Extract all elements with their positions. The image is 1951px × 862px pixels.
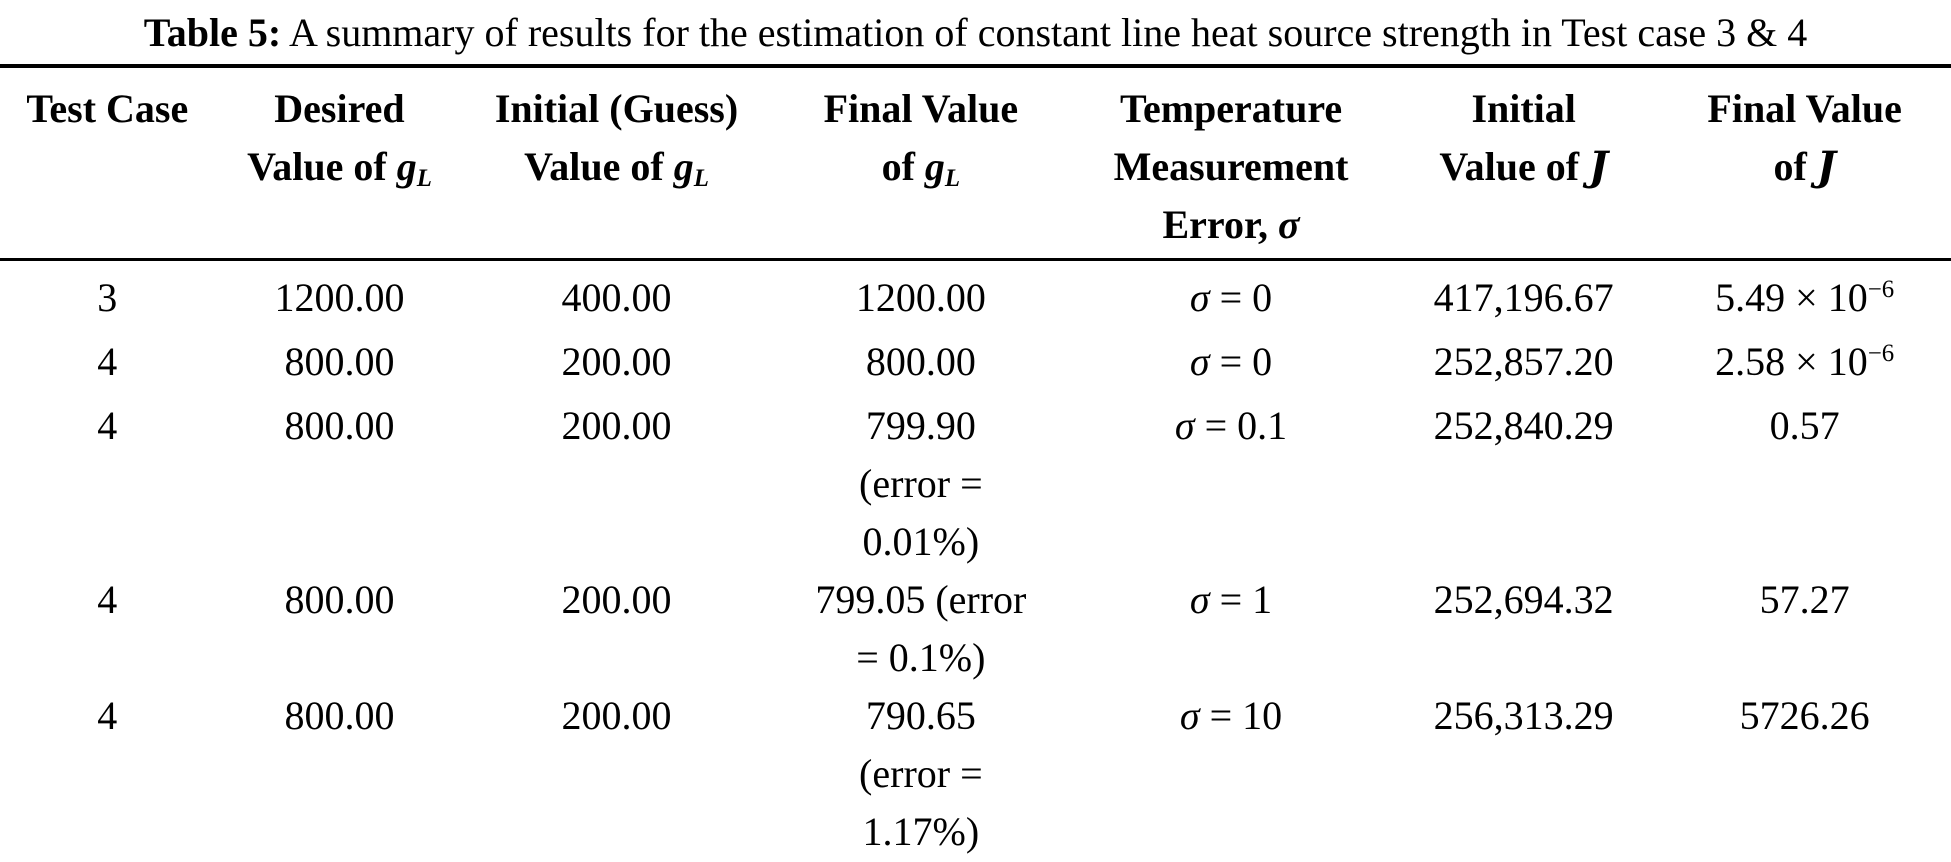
cell-initial-guess: 200.00	[561, 403, 672, 448]
header-row	[0, 66, 1951, 260]
sigma-symbol: σ	[1174, 403, 1195, 448]
final-value-line: 1.17%)	[862, 809, 980, 854]
cell-final-j	[1658, 260, 1951, 334]
final-j-value: 2.58 × 10	[1715, 339, 1868, 384]
header-line	[464, 138, 768, 202]
cell-initial-guess: 200.00	[561, 577, 672, 622]
header-line: Initial (Guess)	[494, 86, 739, 131]
cell-sigma	[1073, 687, 1389, 862]
sigma-symbol: σ	[1189, 339, 1210, 384]
cell-final-value	[769, 571, 1073, 687]
header-text: Value of	[247, 144, 397, 189]
final-value-line: = 0.1%)	[856, 635, 986, 680]
cell-initial-guess: 200.00	[561, 339, 672, 384]
cell-initial-guess: 400.00	[561, 275, 672, 320]
final-value-line: 799.90	[865, 403, 976, 448]
table-row	[0, 260, 1951, 334]
cell-sigma	[1073, 397, 1389, 571]
final-value-line: 800.00	[865, 339, 976, 384]
header-line	[1073, 196, 1389, 254]
cell-test-case: 4	[97, 693, 118, 738]
col-header-desired-value	[215, 66, 465, 260]
g-subscript: L	[416, 165, 432, 193]
header-line: Desired	[274, 86, 405, 131]
g-symbol: g	[673, 144, 694, 189]
sigma-symbol: σ	[1278, 202, 1300, 247]
table-row	[0, 397, 1951, 571]
table-caption-label: Table 5:	[143, 10, 282, 55]
sigma-value: = 10	[1209, 693, 1283, 738]
sigma-symbol: σ	[1179, 693, 1200, 738]
cell-test-case: 4	[97, 403, 118, 448]
final-value-line: 790.65	[865, 693, 976, 738]
header-line	[769, 138, 1073, 202]
table-row	[0, 687, 1951, 862]
col-header-final-value-j	[1658, 66, 1951, 260]
cell-desired-value: 800.00	[284, 577, 395, 622]
final-j-value: 5.49 × 10	[1715, 275, 1868, 320]
final-j-value: 0.57	[1769, 403, 1840, 448]
table-caption-text: A summary of results for the estimation of constant line heat source strength in Test case 3 & 4	[281, 10, 1808, 55]
col-header-temperature-error	[1073, 66, 1389, 260]
final-j-exponent: −6	[1867, 276, 1895, 304]
results-table	[0, 64, 1951, 862]
final-j-exponent: −6	[1867, 340, 1895, 368]
cell-final-j	[1658, 397, 1951, 571]
cell-final-value	[769, 260, 1073, 334]
cell-final-value	[769, 333, 1073, 397]
cell-sigma	[1073, 333, 1389, 397]
table-row	[0, 571, 1951, 687]
cell-sigma	[1073, 260, 1389, 334]
col-header-initial-guess-value	[464, 66, 768, 260]
header-line: Initial	[1471, 86, 1576, 131]
cell-final-j	[1658, 687, 1951, 862]
cell-initial-j: 252,840.29	[1433, 403, 1614, 448]
cell-desired-value: 1200.00	[274, 275, 405, 320]
sigma-value: = 1	[1219, 577, 1273, 622]
cell-desired-value: 800.00	[284, 403, 395, 448]
cell-initial-j: 252,857.20	[1433, 339, 1614, 384]
sigma-value: = 0	[1219, 339, 1273, 384]
header-text: of	[881, 144, 925, 189]
cell-final-j	[1658, 333, 1951, 397]
cell-test-case: 4	[97, 577, 118, 622]
final-value-line: (error =	[859, 461, 983, 506]
cell-sigma	[1073, 571, 1389, 687]
final-j-value: 5726.26	[1739, 693, 1870, 738]
g-subscript: L	[693, 165, 709, 193]
final-value-line: 0.01%)	[862, 519, 980, 564]
header-line	[1658, 138, 1951, 196]
final-value-line: (error =	[859, 751, 983, 796]
sigma-value: = 0.1	[1204, 403, 1288, 448]
header-text: Value of	[524, 144, 674, 189]
sigma-symbol: σ	[1189, 275, 1210, 320]
table-row	[0, 333, 1951, 397]
g-symbol: g	[396, 144, 417, 189]
script-j-symbol: J	[1816, 143, 1836, 190]
script-j-symbol: J	[1589, 143, 1608, 190]
cell-initial-guess: 200.00	[561, 693, 672, 738]
header-line: Test Case	[26, 86, 189, 131]
cell-desired-value: 800.00	[284, 693, 395, 738]
cell-test-case: 3	[97, 275, 118, 320]
header-line	[1389, 138, 1658, 196]
header-text: of	[1773, 144, 1817, 189]
cell-final-value	[769, 397, 1073, 571]
cell-initial-j: 417,196.67	[1433, 275, 1614, 320]
header-line	[215, 138, 465, 202]
header-line: Final Value	[1707, 86, 1902, 131]
sigma-symbol: σ	[1189, 577, 1210, 622]
g-subscript: L	[944, 165, 961, 193]
col-header-final-value-g	[769, 66, 1073, 260]
header-line: Measurement	[1113, 144, 1349, 189]
final-value-line: 799.05 (error	[815, 577, 1027, 622]
final-j-value: 57.27	[1759, 577, 1850, 622]
cell-initial-j: 256,313.29	[1433, 693, 1614, 738]
sigma-value: = 0	[1219, 275, 1273, 320]
cell-test-case: 4	[97, 339, 118, 384]
g-symbol: g	[924, 144, 945, 189]
final-value-line: 1200.00	[855, 275, 986, 320]
cell-initial-j: 252,694.32	[1433, 577, 1614, 622]
table-caption	[0, 0, 1951, 64]
cell-final-j	[1658, 571, 1951, 687]
cell-final-value	[769, 687, 1073, 862]
header-line: Temperature	[1119, 86, 1343, 131]
header-line: Final Value	[823, 86, 1019, 131]
col-header-test-case	[0, 66, 215, 260]
header-text: Error,	[1162, 202, 1279, 247]
col-header-initial-value-j	[1389, 66, 1658, 260]
header-text: Value of	[1439, 144, 1590, 189]
cell-desired-value: 800.00	[284, 339, 395, 384]
